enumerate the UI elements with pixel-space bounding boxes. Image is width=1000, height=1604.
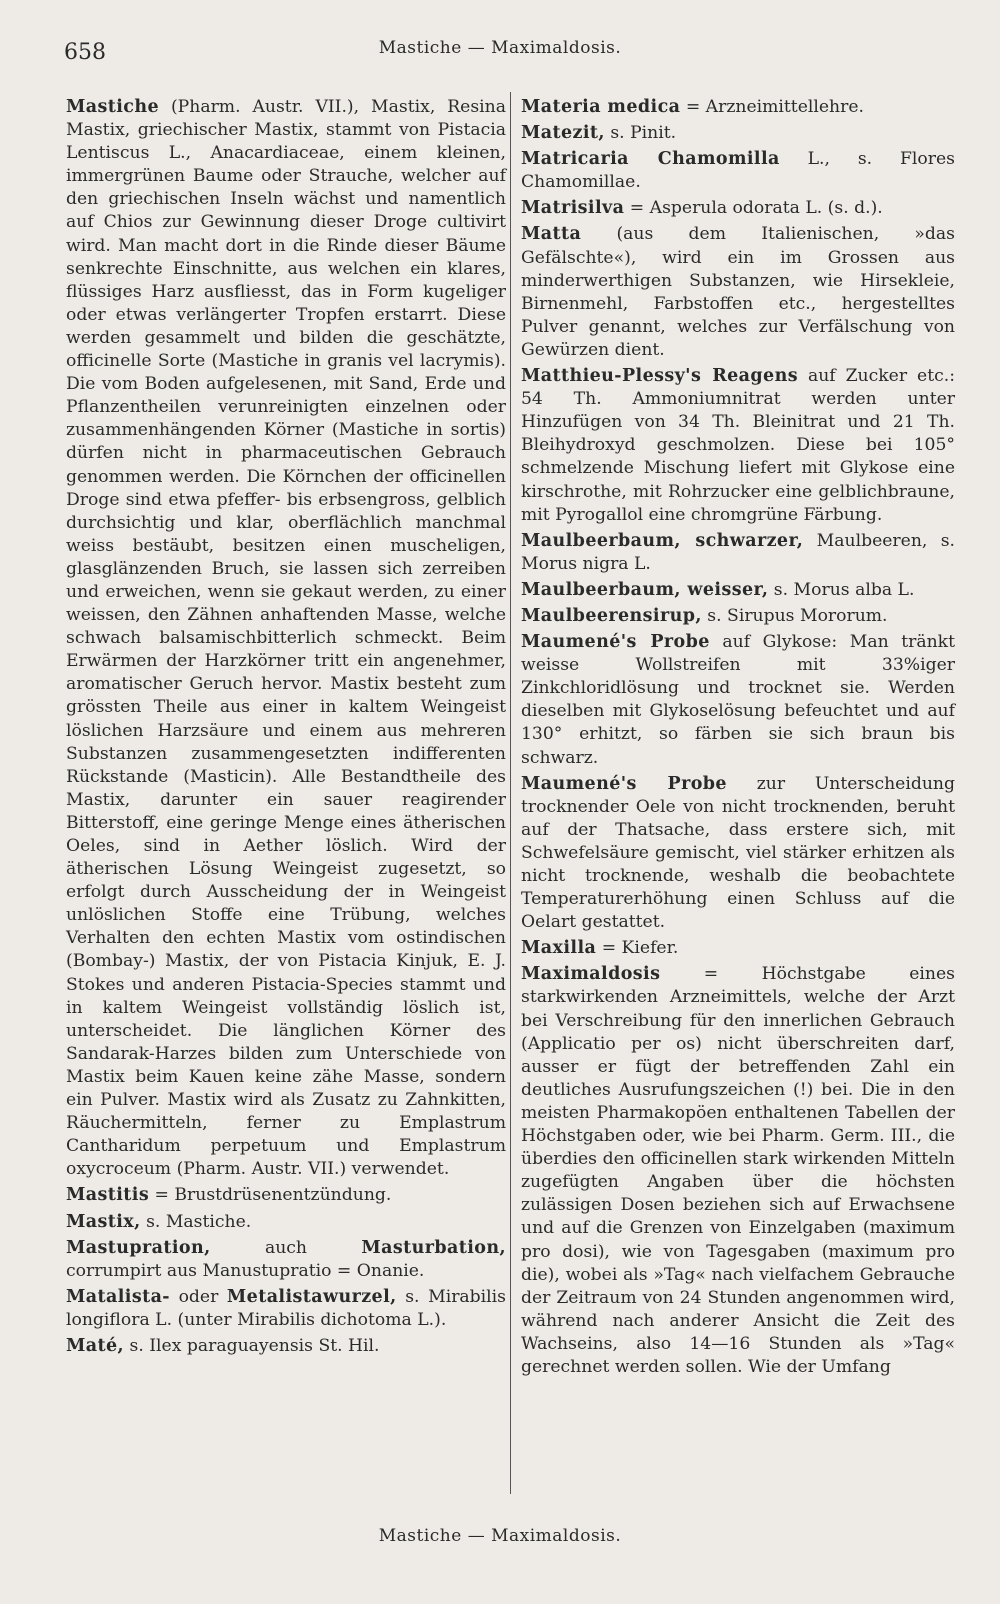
- entry-text: = Brustdrüsenentzündung.: [149, 1185, 392, 1206]
- entry-text: = Arzneimittellehre.: [680, 97, 864, 117]
- headword: Maumené's Probe: [521, 632, 710, 653]
- headword: Matta: [521, 224, 582, 245]
- headword: Mastix,: [66, 1211, 141, 1232]
- column-divider: [510, 92, 511, 1494]
- headword: Masturbation,: [361, 1237, 506, 1258]
- entry-text: auf Glykose: Man tränkt weisse Wollstreifen mit 33%iger Zinkchloridlösung und trocknet sie. Werden dieselben mit Glykoselösung befeuchtet und auf 130° erhitzt, so färben sie sich braun bis schwarz.: [521, 632, 955, 768]
- entry-matta: [521, 223, 955, 362]
- entry-mastix: [66, 1211, 506, 1234]
- entry-maxilla: [521, 937, 955, 960]
- entry-mastitis: [66, 1184, 506, 1207]
- headword: Matthieu-Plessy's Reagens: [521, 366, 798, 387]
- entry-text: auch: [210, 1237, 362, 1258]
- entry-maumene-oele: [521, 773, 955, 935]
- entry-text: s. Morus alba L.: [768, 579, 915, 600]
- entry-text: s. Ilex paraguayensis St. Hil.: [124, 1335, 380, 1356]
- entry-text: s. Pinit.: [604, 123, 677, 144]
- left-column: [66, 96, 506, 1361]
- entry-maulbeerensirup: [521, 605, 955, 628]
- entry-text: zur Unterscheidung trocknender Oele von nicht trocknenden, beruht auf der Thatsache, dass erstere sich, mit Schwefelsäure gemischt, viel stärker erhitzen als nicht trocknende, weshalb die beobachtete Temperaturerhöhung einen Schluss auf die Oelart gestattet.: [521, 773, 955, 933]
- entry-text: oder: [169, 1286, 227, 1307]
- entry-mate: [66, 1335, 506, 1358]
- entry-maulbeerbaum-schwarzer: [521, 530, 955, 576]
- headword: Maulbeerbaum, weisser,: [521, 579, 769, 600]
- entry-text: L., s. Flores Chamomillae.: [521, 149, 955, 193]
- entry-text: (aus dem Italienischen, »das Gefälschte«), wird ein im Grossen aus minderwerthigen Substanzen, wie Hirsekleie, Birnenmehl, Farbstoffen etc., hergestelltes Pulver genannt, welches zur Verfälschung von Gewürzen dient.: [521, 224, 955, 360]
- headword: Materia medica: [521, 97, 681, 117]
- headword: Matezit,: [521, 123, 605, 144]
- entry-text: s. Sirupus Mororum.: [701, 605, 888, 626]
- entry-maximaldosis: [521, 963, 955, 1379]
- entry-maumene-glykose: [521, 631, 955, 770]
- headword: Matalista-: [66, 1286, 170, 1307]
- entry-text: = Kiefer.: [596, 938, 679, 959]
- entry-mastiche: [66, 96, 506, 1181]
- headword: Matrisilva: [521, 198, 625, 219]
- entry-mastupration: [66, 1237, 506, 1283]
- headword: Mastitis: [66, 1185, 150, 1206]
- headword: Mastupration,: [66, 1237, 211, 1258]
- headword: Mastiche: [66, 97, 160, 117]
- entry-text: Maulbeeren, s. Morus nigra L.: [521, 530, 956, 574]
- right-column: [521, 96, 955, 1382]
- running-head: Mastiche — Maximaldosis.: [378, 38, 622, 58]
- headword: Maumené's Probe: [521, 773, 727, 794]
- entry-text: auf Zucker etc.: 54 Th. Ammoniumnitrat werden unter Hinzufügen von 34 Th. Bleinitrat und 21 Th. Bleihydroxyd geschmolzen. Diese bei 105° schmelzende Mischung liefert mit Glykose eine kirschrothe, mit Rohrzucker eine gelblichbraune, mit Pyrogallol eine chromgrüne Färbung.: [521, 366, 955, 525]
- entry-text: = Höchstgabe eines starkwirkenden Arzneimittels, welche der Arzt bei Verschreibung für den innerlichen Gebrauch (Applicatio per os) nicht überschreiten darf, ausser er fügt der betreffenden Zahl ein deutliches Ausrufungszeichen (!) bei. Die in den meisten Pharmakopöen enthaltenen Tabellen der Höchstgaben oder, wie bei Pharm. Germ. III., die überdies den officinellen stark wirkenden Mitteln zugefügten Angaben über die höchsten zulässigen Dosen beziehen sich auf Erwachsene und auf die Grenzen von Einzelgaben (maximum pro dosi), wie von Tagesgaben (maximum pro die), wobei als »Tag« nach vielfachem Gebrauche der Zeitraum von 24 Stunden angenommen wird, während nach anderer Ansicht die Zeit des Wachseins, also 14—16 Stunden als »Tag« gerechnet werden sollen. Wie der Umfang: [521, 964, 955, 1377]
- entry-matalista: [66, 1286, 506, 1332]
- headword: Matricaria Chamomilla: [521, 149, 780, 170]
- headword: Maté,: [66, 1335, 125, 1356]
- entry-matrisilva: [521, 197, 955, 220]
- entry-text: (Pharm. Austr. VII.), Mastix, Resina Mastix, griechischer Mastix, stammt von Pistacia Lentiscus L., Anacardiaceae, einem kleinen, immergrünen Baume oder Strauche, welcher auf den griechischen Inseln wächst und namentlich auf Chios zur Gewinnung dieser Droge cultivirt wird. Man macht dort in die Rinde dieser Bäume senkrechte Einschnitte, aus welchen ein klares, flüssiges Harz ausfliesst, das in Form kugeliger oder etwas verlängerter Tropfen erstarrt. Diese werden gesammelt und bilden die geschätzte, officinelle Sorte (Mastiche in granis vel lacrymis). Die vom Boden aufgelesenen, mit Sand, Erde und Pflanzentheilen verunreinigten einzelnen oder zusammenhängenden Körner (Mastiche in sortis) dürfen nicht in pharmaceutischen Gebrauch genommen werden. Die Körnchen der officinellen Droge sind etwa pfeffer- bis erbsengross, gelblich durchsichtig und klar, oberflächlich manchmal weiss bestäubt, besitzen einen muscheligen, glasglänzenden Bruch, sie lassen sich zerreiben und erweichen, wenn sie gekaut werden, zu einer weissen, den Zähnen anhaftenden Masse, welche schwach balsamischbitterlich schmeckt. Beim Erwärmen der Harzkörner tritt ein angenehmer, aromatischer Geruch hervor. Mastix besteht zum grössten Theile aus einer in kaltem Weingeist löslichen Harzsäure und einem aus mehreren Substanzen zusammengesetzten indifferenten Rückstande (Masticin). Alle Bestandtheile des Mastix, darunter ein sauer reagirender Bitterstoff, eine geringe Menge eines ätherischen Oeles, sind in Aether löslich. Wird der ätherischen Lösung Weingeist zugesetzt, so erfolgt durch Ausscheidung der in Weingeist unlöslichen Stoffe eine Trübung, welches Verhalten den echten Mastix vom ostindischen (Bombay-) Mastix, der von Pistacia Kinjuk, E. J. Stokes und anderen Pistacia-Species stammt und in kaltem Weingeist vollständig löslich ist, unterscheidet. Die länglichen Körner des Sandarak-Harzes bilden zum Unterschiede von Mastix beim Kauen keine zähe Masse, sondern ein Pulver. Mastix wird als Zusatz zu Zahnkitten, Räuchermitteln, ferner zu Emplastrum Cantharidum perpetuum und Emplastrum oxycroceum (Pharm. Austr. VII.) verwendet.: [66, 97, 506, 1180]
- entry-matezit: [521, 122, 955, 145]
- headword: Maulbeerbaum, schwarzer,: [521, 530, 804, 551]
- page-number: 658: [64, 40, 106, 65]
- entry-materia-medica: [521, 96, 955, 119]
- entry-matricaria: [521, 148, 955, 194]
- entry-text: s. Mirabilis longiflora L. (unter Mirabilis dichotoma L.).: [66, 1286, 506, 1330]
- entry-text: = Asperula odorata L. (s. d.).: [624, 198, 883, 219]
- headword: Metalistawurzel,: [226, 1286, 397, 1307]
- entry-matthieu-plessy: [521, 365, 955, 527]
- headword: Maulbeerensirup,: [521, 605, 702, 626]
- entry-text: corrumpirt aus Manustupratio = Onanie.: [66, 1260, 425, 1281]
- entry-maulbeerbaum-weisser: [521, 579, 955, 602]
- headword: Maxilla: [521, 938, 597, 959]
- running-foot: Mastiche — Maximaldosis.: [378, 1526, 622, 1546]
- entry-text: s. Mastiche.: [140, 1211, 252, 1232]
- headword: Maximaldosis: [521, 964, 661, 985]
